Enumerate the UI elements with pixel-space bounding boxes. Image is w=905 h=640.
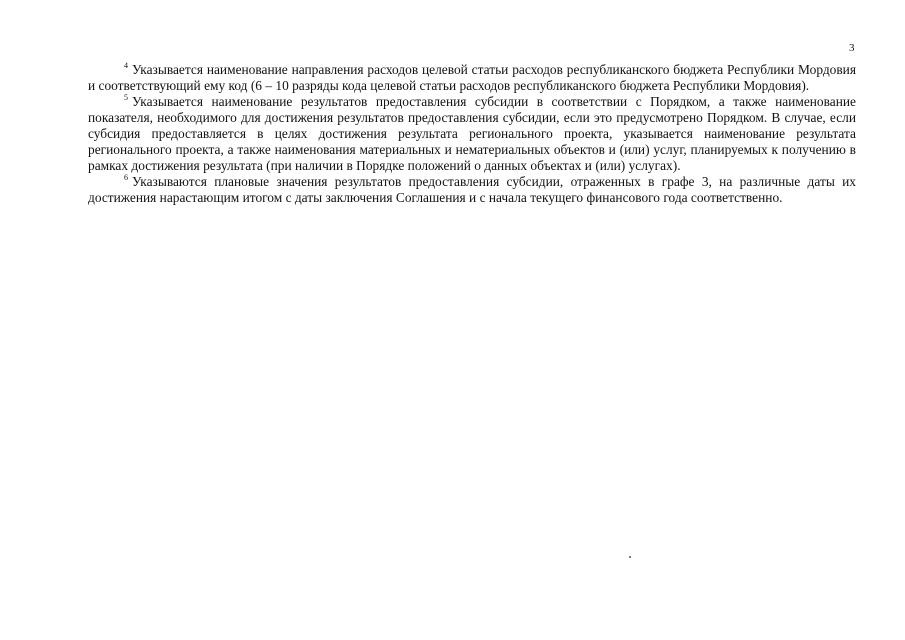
scan-speck [629, 556, 631, 558]
footnote-4 [88, 62, 856, 94]
footnotes-section [88, 62, 856, 206]
footnote-6 [88, 174, 856, 206]
footnote-5 [88, 94, 856, 174]
footnote-text: Указывается наименование результатов предоставления субсидии в соответствии с Порядком, а также наименование показателя, необходимого для достижения результатов предоставления субсидии, если это предусмотрено Порядком. В случае, если субсидия предоставляется в целях достижения результата регионального проекта, указывается наименование результата регионального проекта, а также наименования материальных и нематериальных объектов и (или) услуг, планируемых к получению в рамках достижения результата (при наличии в Порядке положений о данных объектах и (или) услугах). [88, 94, 856, 173]
footnote-text: Указывается наименование направления расходов целевой статьи расходов республиканского бюджета Республики Мордовия и соответствующий ему код (6 – 10 разряды кода целевой статьи расходов республиканского бюджета Республики Мордовия). [88, 62, 856, 93]
footnote-text: Указываются плановые значения результатов предоставления субсидии, отраженных в графе 3, на различные даты их достижения нарастающим итогом с даты заключения Соглашения и с начала текущего финансового года соответственно. [88, 174, 856, 205]
page-number: 3 [849, 42, 855, 54]
footnote-marker: 6 [124, 173, 128, 182]
footnote-marker: 5 [124, 93, 128, 102]
footnote-marker: 4 [124, 61, 128, 70]
